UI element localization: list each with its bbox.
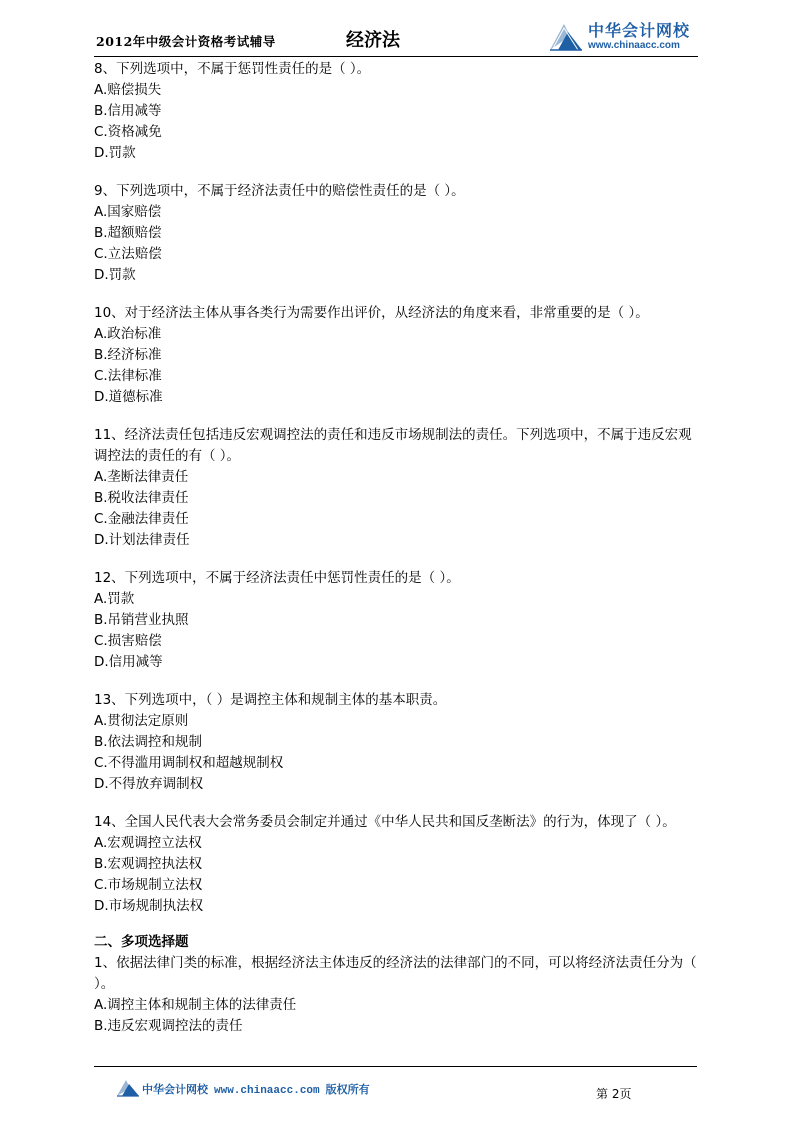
question-stem: 11、经济法责任包括违反宏观调控法的责任和违反市场规制法的责任。下列选项中，不属于违反宏观调控法的责任的有（ ）。 <box>94 427 692 464</box>
option: D.道德标准 <box>94 389 163 405</box>
option: D.计划法律责任 <box>94 532 190 548</box>
logo-cn-text: 中华会计网校 <box>588 21 691 40</box>
option: D.罚款 <box>94 145 136 161</box>
footer-site-info <box>142 1081 370 1097</box>
question-10 <box>94 303 704 408</box>
option: C.金融法律责任 <box>94 511 189 527</box>
footer-rights: 版权所有 <box>325 1083 370 1096</box>
option: D.罚款 <box>94 267 136 283</box>
footer-site-name: 中华会计网校 <box>142 1083 208 1096</box>
option: B.吊销营业执照 <box>94 612 189 628</box>
question-12 <box>94 568 704 673</box>
option: B.依法调控和规制 <box>94 734 203 750</box>
option: A.垄断法律责任 <box>94 469 189 485</box>
page-footer <box>94 1066 697 1107</box>
page-number: 第 2页 <box>596 1087 632 1101</box>
document-body <box>94 59 704 1037</box>
option: D.市场规制执法权 <box>94 898 204 914</box>
question-8 <box>94 59 704 164</box>
option: A.调控主体和规制主体的法律责任 <box>94 997 297 1013</box>
option: B.信用减等 <box>94 103 162 119</box>
section-heading: 二、多项选择题 <box>94 934 189 950</box>
question-stem: 12、下列选项中，不属于经济法责任中惩罚性责任的是（ ）。 <box>94 570 460 586</box>
subject-title: 经济法 <box>346 30 400 51</box>
exam-title: 2012年中级会计资格考试辅导 <box>96 34 276 49</box>
section-multiple-choice <box>94 932 704 1037</box>
option: D.信用减等 <box>94 654 163 670</box>
logo-emblem-icon <box>548 20 584 52</box>
option: C.损害赔偿 <box>94 633 162 649</box>
chinaacc-logo[interactable] <box>548 18 698 54</box>
logo-url-text: www.chinaacc.com <box>588 40 680 51</box>
option: B.税收法律责任 <box>94 490 189 506</box>
option: A.国家赔偿 <box>94 204 162 220</box>
option: C.不得滥用调制权和超越规制权 <box>94 755 284 771</box>
option: C.法律标准 <box>94 368 162 384</box>
question-9 <box>94 181 704 286</box>
option: A.政治标准 <box>94 326 162 342</box>
option: A.罚款 <box>94 591 135 607</box>
footer-logo-icon <box>116 1077 140 1097</box>
question-stem: 14、全国人民代表大会常务委员会制定并通过《中华人民共和国反垄断法》的行为，体现了（ ）。 <box>94 814 676 830</box>
option: C.资格减免 <box>94 124 162 140</box>
option: A.贯彻法定原则 <box>94 713 189 729</box>
question-13 <box>94 690 704 795</box>
page-header <box>94 16 698 57</box>
option: B.经济标准 <box>94 347 162 363</box>
option: D.不得放弃调制权 <box>94 776 204 792</box>
option: C.市场规制立法权 <box>94 877 203 893</box>
question-stem: 1、依据法律门类的标准，根据经济法主体违反的经济法的法律部门的不同，可以将经济法责任分为（ ）。 <box>94 955 697 992</box>
question-stem: 10、对于经济法主体从事各类行为需要作出评价，从经济法的角度来看，非常重要的是（ ）。 <box>94 305 649 321</box>
option: A.赔偿损失 <box>94 82 162 98</box>
question-stem: 13、下列选项中，（ ）是调控主体和规制主体的基本职责。 <box>94 692 447 708</box>
question-11 <box>94 425 704 551</box>
option: C.立法赔偿 <box>94 246 162 262</box>
question-stem: 9、下列选项中，不属于经济法责任中的赔偿性责任的是（ ）。 <box>94 183 465 199</box>
option: B.宏观调控执法权 <box>94 856 203 872</box>
question-stem: 8、下列选项中，不属于惩罚性责任的是（ ）。 <box>94 61 371 77</box>
option: B.超额赔偿 <box>94 225 162 241</box>
footer-url-link[interactable]: www.chinaacc.com <box>214 1085 320 1097</box>
question-14 <box>94 812 704 917</box>
option: B.违反宏观调控法的责任 <box>94 1018 243 1034</box>
option: A.宏观调控立法权 <box>94 835 202 851</box>
